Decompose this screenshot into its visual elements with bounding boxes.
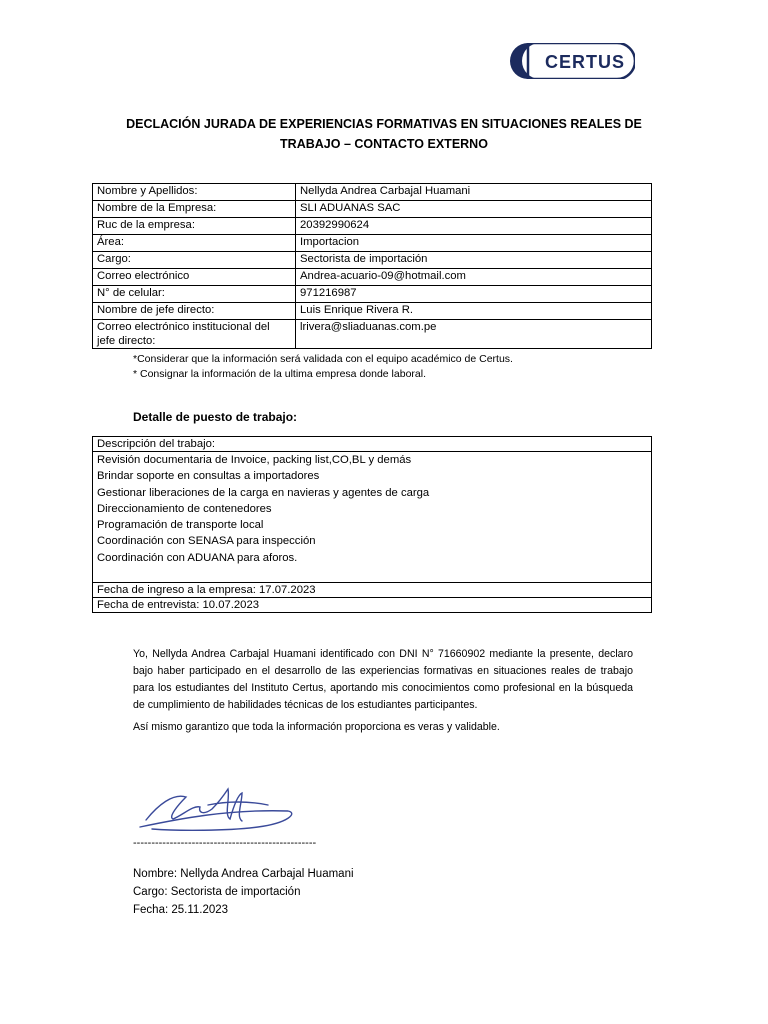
info-value: Nellyda Andrea Carbajal Huamani: [296, 184, 652, 201]
table-row: [93, 583, 652, 598]
signature-date: Fecha: 25.11.2023: [133, 904, 229, 916]
description-line: Coordinación con ADUANA para aforos.: [97, 551, 298, 564]
logo-text: CERTUS: [544, 52, 626, 72]
info-value: Luis Enrique Rivera R.: [296, 303, 652, 320]
info-value: lrivera@sliaduanas.com.pe: [296, 320, 652, 349]
guarantee-paragraph: Así mismo garantizo que toda la información proporciona es veras y validable.: [133, 721, 500, 733]
table-row: [93, 269, 652, 286]
description-line: Programación de transporte local: [97, 519, 264, 532]
info-label: Correo electrónico: [93, 269, 296, 286]
info-label: Ruc de la empresa:: [93, 218, 296, 235]
info-value: Sectorista de importación: [296, 252, 652, 269]
table-row: [93, 201, 652, 218]
description-header: Descripción del trabajo:: [93, 437, 652, 452]
table-row: [93, 437, 652, 452]
handwritten-signature: [138, 775, 298, 835]
certus-logo: [510, 43, 635, 79]
description-line: Brindar soporte en consultas a importadores: [97, 470, 320, 483]
last-company-note: * Consignar la información de la ultima empresa donde laboral.: [133, 368, 426, 380]
interview-date: Fecha de entrevista: 10.07.2023: [93, 598, 652, 613]
table-row: [93, 235, 652, 252]
info-value: Andrea-acuario-09@hotmail.com: [296, 269, 652, 286]
description-line: Revisión documentaria de Invoice, packing list,CO,BL y demás: [97, 454, 412, 466]
info-value: Importacion: [296, 235, 652, 252]
start-date: Fecha de ingreso a la empresa: 17.07.2023: [93, 583, 652, 598]
table-row: [93, 218, 652, 235]
info-label: Nombre y Apellidos:: [93, 184, 296, 201]
info-label: Área:: [93, 235, 296, 252]
table-row: [93, 252, 652, 269]
table-row: [93, 320, 652, 349]
document-title-line2: TRABAJO – CONTACTO EXTERNO: [280, 137, 488, 151]
description-body: [93, 452, 652, 583]
info-table: [92, 183, 652, 349]
info-value: 20392990624: [296, 218, 652, 235]
signer-role: Cargo: Sectorista de importación: [133, 886, 301, 898]
description-line: Direccionamiento de contenedores: [97, 502, 272, 515]
signer-name: Nombre: Nellyda Andrea Carbajal Huamani: [133, 868, 354, 880]
declaration-paragraph: Yo, Nellyda Andrea Carbajal Huamani identificado con DNI N° 71660902 mediante la presente, declaro bajo haber participado en el desarrollo de las experiencias formativas en situaciones reales de trabajo para los estudiantes del Instituto Certus, aportando mis conocimientos como profesional en la búsqueda de cumplimiento de habilidades técnicas de los estudiantes participantes.: [133, 648, 633, 711]
signature-line: --------------------------------------------------: [133, 837, 317, 849]
info-value: 971216987: [296, 286, 652, 303]
info-value: SLI ADUANAS SAC: [296, 201, 652, 218]
job-description-table: [92, 436, 652, 613]
info-label: Nombre de jefe directo:: [93, 303, 296, 320]
table-row: [93, 303, 652, 320]
description-line: Gestionar liberaciones de la carga en navieras y agentes de carga: [97, 486, 430, 499]
table-row: [93, 452, 652, 583]
table-row: [93, 286, 652, 303]
info-label: Cargo:: [93, 252, 296, 269]
document-title-line1: DECLACIÓN JURADA DE EXPERIENCIAS FORMATIVAS EN SITUACIONES REALES DE: [126, 117, 642, 131]
info-label: Nombre de la Empresa:: [93, 201, 296, 218]
info-label: N° de celular:: [93, 286, 296, 303]
description-line: Coordinación con SENASA para inspección: [97, 535, 316, 548]
detail-heading: Detalle de puesto de trabajo:: [133, 410, 298, 424]
table-row: [93, 184, 652, 201]
table-row: [93, 598, 652, 613]
info-label: Correo electrónico institucional del jefe directo:: [93, 320, 296, 349]
validation-note: *Considerar que la información será validada con el equipo académico de Certus.: [133, 353, 513, 365]
